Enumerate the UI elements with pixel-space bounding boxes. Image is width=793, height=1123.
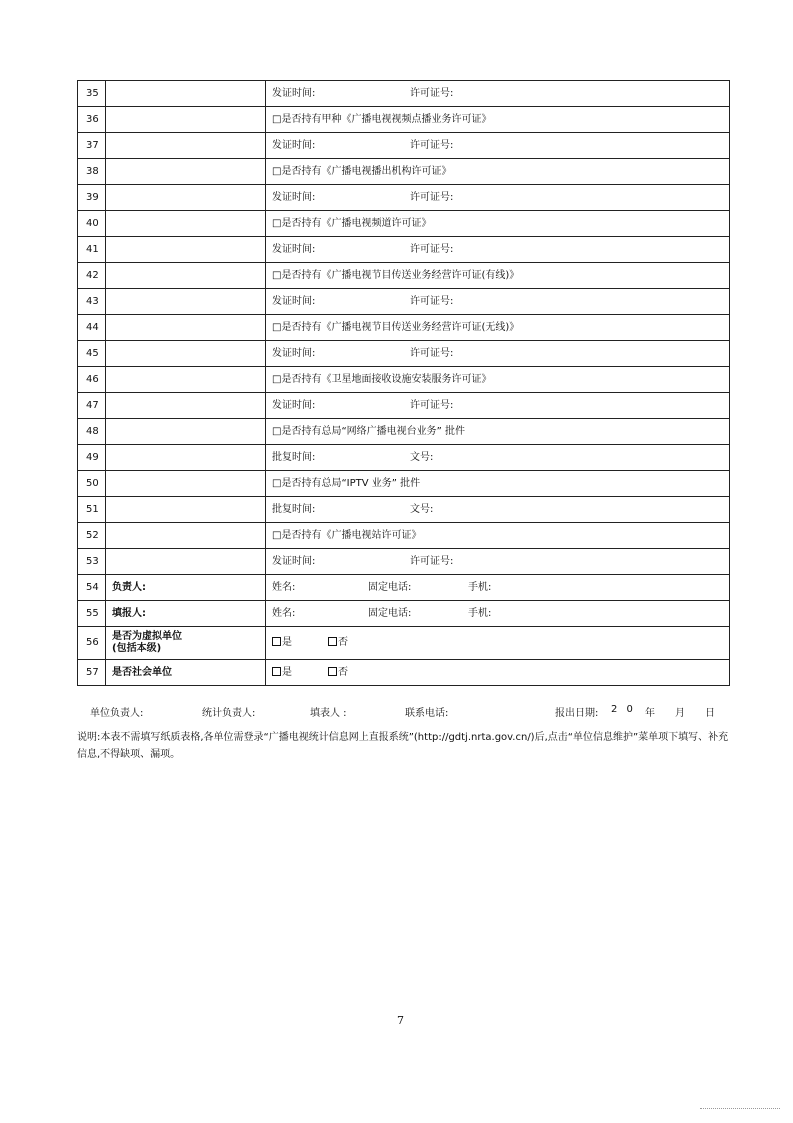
number-field-label: 许可证号: bbox=[410, 139, 454, 151]
date-field-label: 批复时间: bbox=[272, 451, 316, 463]
row-number: 35 bbox=[78, 81, 106, 107]
table-row bbox=[78, 81, 730, 107]
row-number: 46 bbox=[78, 367, 106, 393]
row-number: 53 bbox=[78, 549, 106, 575]
contact-role-label: 负责人: bbox=[106, 575, 266, 601]
number-field-label: 许可证号: bbox=[410, 243, 454, 255]
row-number: 48 bbox=[78, 419, 106, 445]
license-question-cell[interactable]: □是否持有甲种《广播电视视频点播业务许可证》 bbox=[266, 107, 730, 133]
table-row bbox=[78, 133, 730, 159]
row-number: 38 bbox=[78, 159, 106, 185]
blank-cell[interactable] bbox=[106, 419, 266, 445]
yes-checkbox[interactable] bbox=[272, 667, 328, 679]
checkbox-square-icon bbox=[272, 637, 281, 646]
number-field-label: 文号: bbox=[410, 451, 434, 463]
row-number: 50 bbox=[78, 471, 106, 497]
choice-row bbox=[78, 627, 730, 660]
yes-label: 是 bbox=[282, 666, 292, 678]
question-subline: (包括本级) bbox=[112, 643, 162, 654]
license-detail-cell[interactable] bbox=[266, 133, 730, 159]
row-number: 56 bbox=[78, 627, 106, 660]
license-question-cell[interactable]: □是否持有《广播电视播出机构许可证》 bbox=[266, 159, 730, 185]
table-row bbox=[78, 549, 730, 575]
instruction-note: 说明:本表不需填写纸质表格,各单位需登录“广播电视统计信息网上直报系统”(http://gdtj.nrta.gov.cn/)后,点击“单位信息维护”菜单项下填写、补充信息,不得缺项、漏项。 bbox=[77, 732, 729, 760]
checkbox-square-icon bbox=[272, 667, 281, 676]
scan-artifact-line bbox=[700, 1108, 780, 1109]
license-question-cell[interactable]: □是否持有《广播电视节目传送业务经营许可证(有线)》 bbox=[266, 263, 730, 289]
month-label: 月 bbox=[675, 708, 685, 719]
row-number: 57 bbox=[78, 660, 106, 686]
date-field-label: 发证时间: bbox=[272, 243, 316, 255]
checkbox-square-icon bbox=[328, 667, 337, 676]
date-field-label: 发证时间: bbox=[272, 399, 316, 411]
license-detail-cell[interactable] bbox=[266, 393, 730, 419]
no-checkbox[interactable] bbox=[328, 667, 348, 679]
name-field-label: 姓名: bbox=[272, 607, 296, 619]
blank-cell[interactable] bbox=[106, 549, 266, 575]
blank-cell[interactable] bbox=[106, 289, 266, 315]
row-number: 44 bbox=[78, 315, 106, 341]
contact-row bbox=[78, 575, 730, 601]
row-number: 45 bbox=[78, 341, 106, 367]
report-date-label: 报出日期: bbox=[555, 708, 599, 719]
contact-fields-cell[interactable] bbox=[266, 601, 730, 627]
blank-cell[interactable] bbox=[106, 471, 266, 497]
blank-cell[interactable] bbox=[106, 367, 266, 393]
table-row bbox=[78, 523, 730, 549]
mobile-field-label: 手机: bbox=[468, 581, 492, 593]
question-line: 是否社会单位 bbox=[112, 666, 172, 678]
license-detail-cell[interactable] bbox=[266, 549, 730, 575]
phone-field-label: 固定电话: bbox=[368, 581, 412, 593]
blank-cell[interactable] bbox=[106, 445, 266, 471]
form-body bbox=[78, 81, 730, 686]
date-field-label: 发证时间: bbox=[272, 139, 316, 151]
license-detail-cell[interactable] bbox=[266, 445, 730, 471]
table-row bbox=[78, 211, 730, 237]
page-number: 7 bbox=[397, 1014, 404, 1027]
row-number: 49 bbox=[78, 445, 106, 471]
contact-role-label: 填报人: bbox=[106, 601, 266, 627]
signature-footer bbox=[90, 704, 730, 719]
registration-form-table bbox=[77, 80, 730, 686]
table-row bbox=[78, 289, 730, 315]
row-number: 55 bbox=[78, 601, 106, 627]
blank-cell[interactable] bbox=[106, 133, 266, 159]
yes-label: 是 bbox=[282, 637, 292, 648]
number-field-label: 许可证号: bbox=[410, 555, 454, 567]
number-field-label: 许可证号: bbox=[410, 295, 454, 307]
license-question-cell[interactable]: □是否持有《广播电视站许可证》 bbox=[266, 523, 730, 549]
row-number: 54 bbox=[78, 575, 106, 601]
license-detail-cell[interactable] bbox=[266, 237, 730, 263]
yes-no-options-cell bbox=[266, 660, 730, 686]
table-row bbox=[78, 263, 730, 289]
license-question-cell[interactable]: □是否持有总局“IPTV 业务” 批件 bbox=[266, 471, 730, 497]
contact-phone-label: 联系电话: bbox=[405, 708, 449, 719]
blank-cell[interactable] bbox=[106, 393, 266, 419]
date-field-label: 发证时间: bbox=[272, 87, 316, 99]
row-number: 42 bbox=[78, 263, 106, 289]
license-question-cell[interactable]: □是否持有《广播电视频道许可证》 bbox=[266, 211, 730, 237]
no-checkbox[interactable] bbox=[328, 637, 348, 649]
license-detail-cell[interactable] bbox=[266, 497, 730, 523]
license-question-cell[interactable]: □是否持有《广播电视节目传送业务经营许可证(无线)》 bbox=[266, 315, 730, 341]
question-line: 是否为虚拟单位 bbox=[112, 631, 182, 642]
blank-cell[interactable] bbox=[106, 237, 266, 263]
license-detail-cell[interactable] bbox=[266, 81, 730, 107]
row-number: 37 bbox=[78, 133, 106, 159]
yes-no-options-cell bbox=[266, 627, 730, 660]
number-field-label: 许可证号: bbox=[410, 399, 454, 411]
year-prefix: 2 0 bbox=[611, 704, 636, 715]
table-row bbox=[78, 237, 730, 263]
blank-cell[interactable] bbox=[106, 497, 266, 523]
license-detail-cell[interactable] bbox=[266, 185, 730, 211]
phone-field-label: 固定电话: bbox=[368, 607, 412, 619]
table-row bbox=[78, 419, 730, 445]
blank-cell[interactable] bbox=[106, 159, 266, 185]
license-question-cell[interactable]: □是否持有总局“网络广播电视台业务” 批件 bbox=[266, 419, 730, 445]
no-label: 否 bbox=[338, 637, 348, 648]
table-row bbox=[78, 315, 730, 341]
license-question-cell[interactable]: □是否持有《卫星地面接收设施安装服务许可证》 bbox=[266, 367, 730, 393]
blank-cell[interactable] bbox=[106, 523, 266, 549]
date-field-label: 批复时间: bbox=[272, 503, 316, 515]
date-field-label: 发证时间: bbox=[272, 295, 316, 307]
mobile-field-label: 手机: bbox=[468, 607, 492, 619]
row-number: 47 bbox=[78, 393, 106, 419]
contact-fields-cell[interactable] bbox=[266, 575, 730, 601]
choice-row bbox=[78, 660, 730, 686]
table-row bbox=[78, 341, 730, 367]
number-field-label: 许可证号: bbox=[410, 191, 454, 203]
table-row bbox=[78, 159, 730, 185]
blank-cell[interactable] bbox=[106, 211, 266, 237]
number-field-label: 许可证号: bbox=[410, 87, 454, 99]
row-number: 39 bbox=[78, 185, 106, 211]
blank-cell[interactable] bbox=[106, 341, 266, 367]
number-field-label: 文号: bbox=[410, 503, 434, 515]
license-detail-cell[interactable] bbox=[266, 289, 730, 315]
row-number: 36 bbox=[78, 107, 106, 133]
blank-cell[interactable] bbox=[106, 107, 266, 133]
blank-cell[interactable] bbox=[106, 315, 266, 341]
table-row bbox=[78, 107, 730, 133]
blank-cell[interactable] bbox=[106, 81, 266, 107]
date-field-label: 发证时间: bbox=[272, 555, 316, 567]
contact-row bbox=[78, 601, 730, 627]
table-row bbox=[78, 185, 730, 211]
table-row bbox=[78, 497, 730, 523]
year-label: 年 bbox=[645, 708, 655, 719]
date-field-label: 发证时间: bbox=[272, 191, 316, 203]
blank-cell[interactable] bbox=[106, 263, 266, 289]
number-field-label: 许可证号: bbox=[410, 347, 454, 359]
table-row bbox=[78, 445, 730, 471]
date-field-label: 发证时间: bbox=[272, 347, 316, 359]
choice-question-label bbox=[106, 627, 266, 660]
blank-cell[interactable] bbox=[106, 185, 266, 211]
stats-head-label: 统计负责人: bbox=[202, 708, 256, 719]
name-field-label: 姓名: bbox=[272, 581, 296, 593]
table-row bbox=[78, 471, 730, 497]
license-detail-cell[interactable] bbox=[266, 341, 730, 367]
row-number: 43 bbox=[78, 289, 106, 315]
row-number: 40 bbox=[78, 211, 106, 237]
filler-label: 填表人 : bbox=[310, 708, 347, 719]
no-label: 否 bbox=[338, 666, 348, 678]
checkbox-square-icon bbox=[328, 637, 337, 646]
choice-question-label bbox=[106, 660, 266, 686]
table-row bbox=[78, 393, 730, 419]
day-label: 日 bbox=[705, 708, 715, 719]
yes-checkbox[interactable] bbox=[272, 637, 328, 649]
unit-head-label: 单位负责人: bbox=[90, 708, 144, 719]
table-row bbox=[78, 367, 730, 393]
row-number: 41 bbox=[78, 237, 106, 263]
row-number: 52 bbox=[78, 523, 106, 549]
row-number: 51 bbox=[78, 497, 106, 523]
